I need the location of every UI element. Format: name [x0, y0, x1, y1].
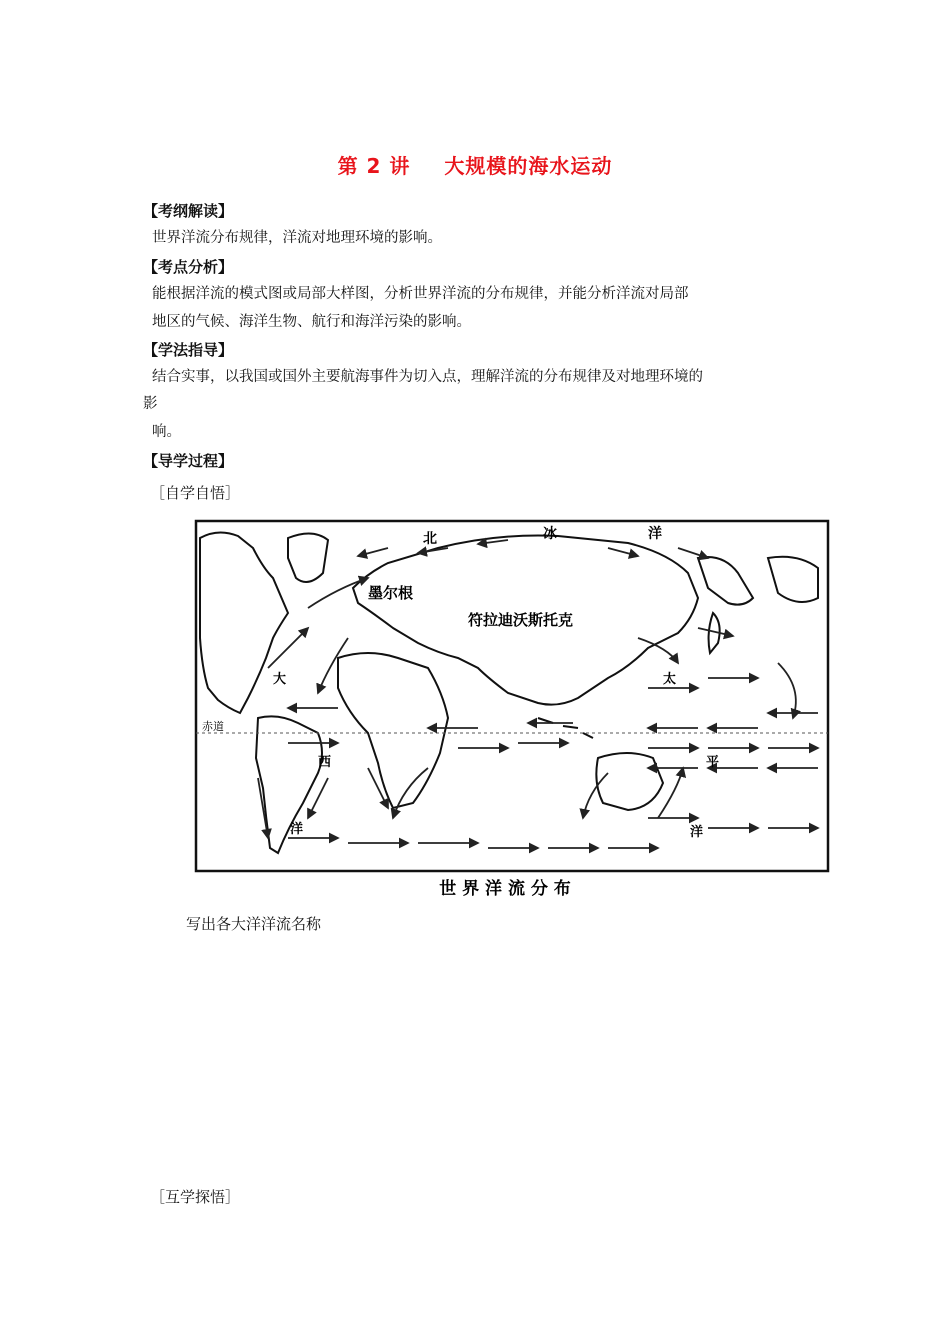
method-line-2: 影 — [143, 396, 158, 412]
heading-method: 【学法指导】 — [143, 341, 234, 359]
label-tai: 太 — [663, 672, 677, 687]
label-fulardiwosituoke: 符拉迪沃斯托克 — [468, 611, 574, 629]
label-bei: 北 — [423, 531, 437, 547]
title-topic: 大规模的海水运动 — [444, 154, 613, 178]
analysis-line-1: 能根据洋流的模式图或局部大样图，分析世界洋流的分布规律，并能分析洋流对局部 — [152, 286, 689, 302]
label-xi: 西 — [318, 755, 332, 770]
heading-syllabus: 【考纲解读】 — [143, 202, 234, 220]
label-da: 大 — [273, 672, 287, 687]
analysis-line-2: 地区的气候、海洋生物、航行和海洋污染的影响。 — [152, 314, 471, 330]
prompt-text: 写出各大洋洋流名称 — [186, 915, 322, 933]
title-lecture: 第 2 讲 — [337, 154, 411, 178]
label-yang-arctic: 洋 — [648, 526, 662, 542]
label-moerdun: 墨尔根 — [368, 584, 414, 602]
heading-analysis: 【考点分析】 — [143, 258, 234, 276]
label-yang-atlantic: 洋 — [290, 822, 304, 837]
subheading-mutual-study: ［互学探悟］ — [150, 1188, 241, 1206]
world-ocean-current-map — [178, 518, 833, 900]
method-line-3: 响。 — [152, 424, 181, 440]
label-yang-pacific: 洋 — [690, 825, 704, 840]
label-ping: 平 — [706, 755, 720, 770]
method-line-1: 结合实事，以我国或国外主要航海事件为切入点，理解洋流的分布规律及对地理环境的 — [152, 369, 703, 385]
heading-process: 【导学过程】 — [143, 452, 234, 470]
label-equator: 赤道 — [202, 720, 224, 733]
label-bing: 冰 — [543, 526, 557, 542]
subheading-self-study: ［自学自悟］ — [150, 484, 241, 502]
page-title — [0, 150, 950, 179]
syllabus-text: 世界洋流分布规律，洋流对地理环境的影响。 — [152, 230, 442, 246]
map-caption: 世 界 洋 流 分 布 — [439, 879, 571, 899]
